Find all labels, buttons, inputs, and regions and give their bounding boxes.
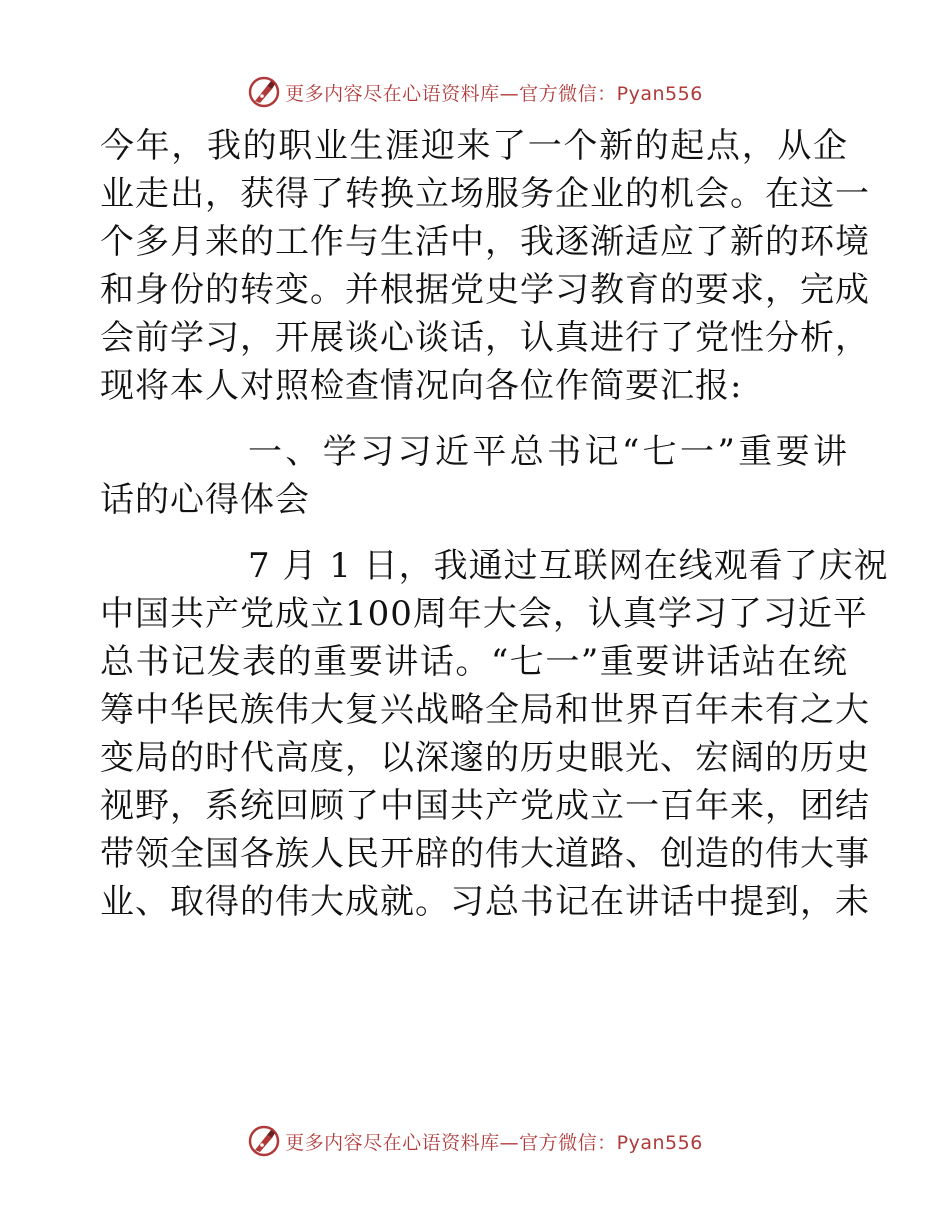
- header-watermark-banner: [0, 72, 950, 112]
- paragraph-intro: [100, 122, 870, 410]
- text-line: 视野，系统回顾了中国共产党成立一百年来，团结: [100, 786, 870, 826]
- text-line: 今年，我的职业生涯迎来了一个新的起点，从企: [100, 126, 848, 166]
- pen-nib-logo-icon: [247, 1124, 281, 1158]
- watermark-text: 更多内容尽在心语资料库—官方微信：Pyan556: [285, 82, 703, 105]
- document-body: [100, 122, 889, 926]
- text-line: 和身份的转变。并根据党史学习教育的要求，完成: [100, 270, 870, 310]
- text-line: 变局的时代高度，以深邃的历史眼光、宏阔的历史: [100, 738, 870, 778]
- text-line: 总书记发表的重要讲话。“七一”重要讲话站在统: [100, 642, 848, 682]
- text-line: 业、取得的伟大成就。习总书记在讲话中提到，未: [100, 882, 870, 922]
- watermark-text: 更多内容尽在心语资料库—官方微信：Pyan556: [285, 1131, 703, 1154]
- text-line: 会前学习，开展谈心谈话，认真进行了党性分析，: [100, 318, 870, 358]
- section-heading: [100, 428, 848, 524]
- text-line: 个多月来的工作与生活中，我逐渐适应了新的环境: [100, 222, 870, 262]
- footer-watermark-banner: [0, 1121, 950, 1161]
- text-line: 7 月 1 日，我通过互联网在线观看了庆祝: [248, 546, 889, 586]
- heading-line: 一、学习习近平总书记“七一”重要讲: [248, 432, 848, 472]
- text-line: 筹中华民族伟大复兴战略全局和世界百年未有之大: [100, 690, 870, 730]
- text-line: 业走出，获得了转换立场服务企业的机会。在这一: [100, 174, 870, 214]
- pen-nib-logo-icon: [247, 75, 281, 109]
- text-line: 带领全国各族人民开辟的伟大道路、创造的伟大事: [100, 834, 870, 874]
- text-line: 现将本人对照检查情况向各位作简要汇报:: [100, 366, 743, 406]
- paragraph-body: [100, 542, 889, 926]
- heading-line: 话的心得体会: [100, 480, 310, 520]
- text-line: 中国共产党成立100周年大会，认真学习了习近平: [100, 594, 868, 634]
